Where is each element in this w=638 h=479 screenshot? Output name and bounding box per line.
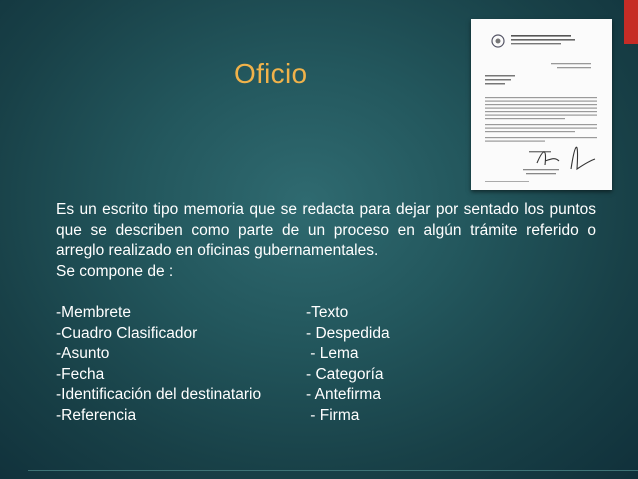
composition-heading: Se compone de : — [56, 262, 174, 280]
document-illustration — [471, 19, 612, 190]
list-row — [56, 406, 476, 427]
list-item: - Despedida — [306, 324, 390, 342]
components-list — [56, 303, 476, 426]
list-row — [56, 344, 476, 365]
description-paragraph: Es un escrito tipo memoria que se redacta para dejar por sentado los puntos que se describen como parte de un proceso en algún trámite referido o arreglo realizado en oficinas gubernamentales. — [56, 201, 596, 259]
list-row — [56, 385, 476, 406]
list-item: -Texto — [306, 304, 349, 321]
list-item: -Asunto — [56, 345, 110, 362]
list-row — [56, 324, 476, 345]
list-item: - Antefirma — [306, 386, 381, 403]
accent-tab — [624, 0, 638, 44]
list-row — [56, 303, 476, 324]
description-block — [56, 200, 596, 282]
list-item: -Referencia — [56, 406, 137, 424]
list-item: - Firma — [306, 406, 360, 424]
list-row — [56, 365, 476, 386]
list-item: -Fecha — [56, 365, 105, 383]
list-item: - Categoría — [306, 365, 384, 383]
slide-title: Oficio — [234, 58, 308, 89]
list-item: -Cuadro Clasificador — [56, 324, 198, 342]
list-item: -Identificación del destinatario — [56, 386, 262, 403]
list-item: -Membrete — [56, 304, 131, 321]
document-image — [471, 19, 612, 190]
list-item: - Lema — [306, 345, 359, 362]
footer-divider — [28, 470, 638, 471]
